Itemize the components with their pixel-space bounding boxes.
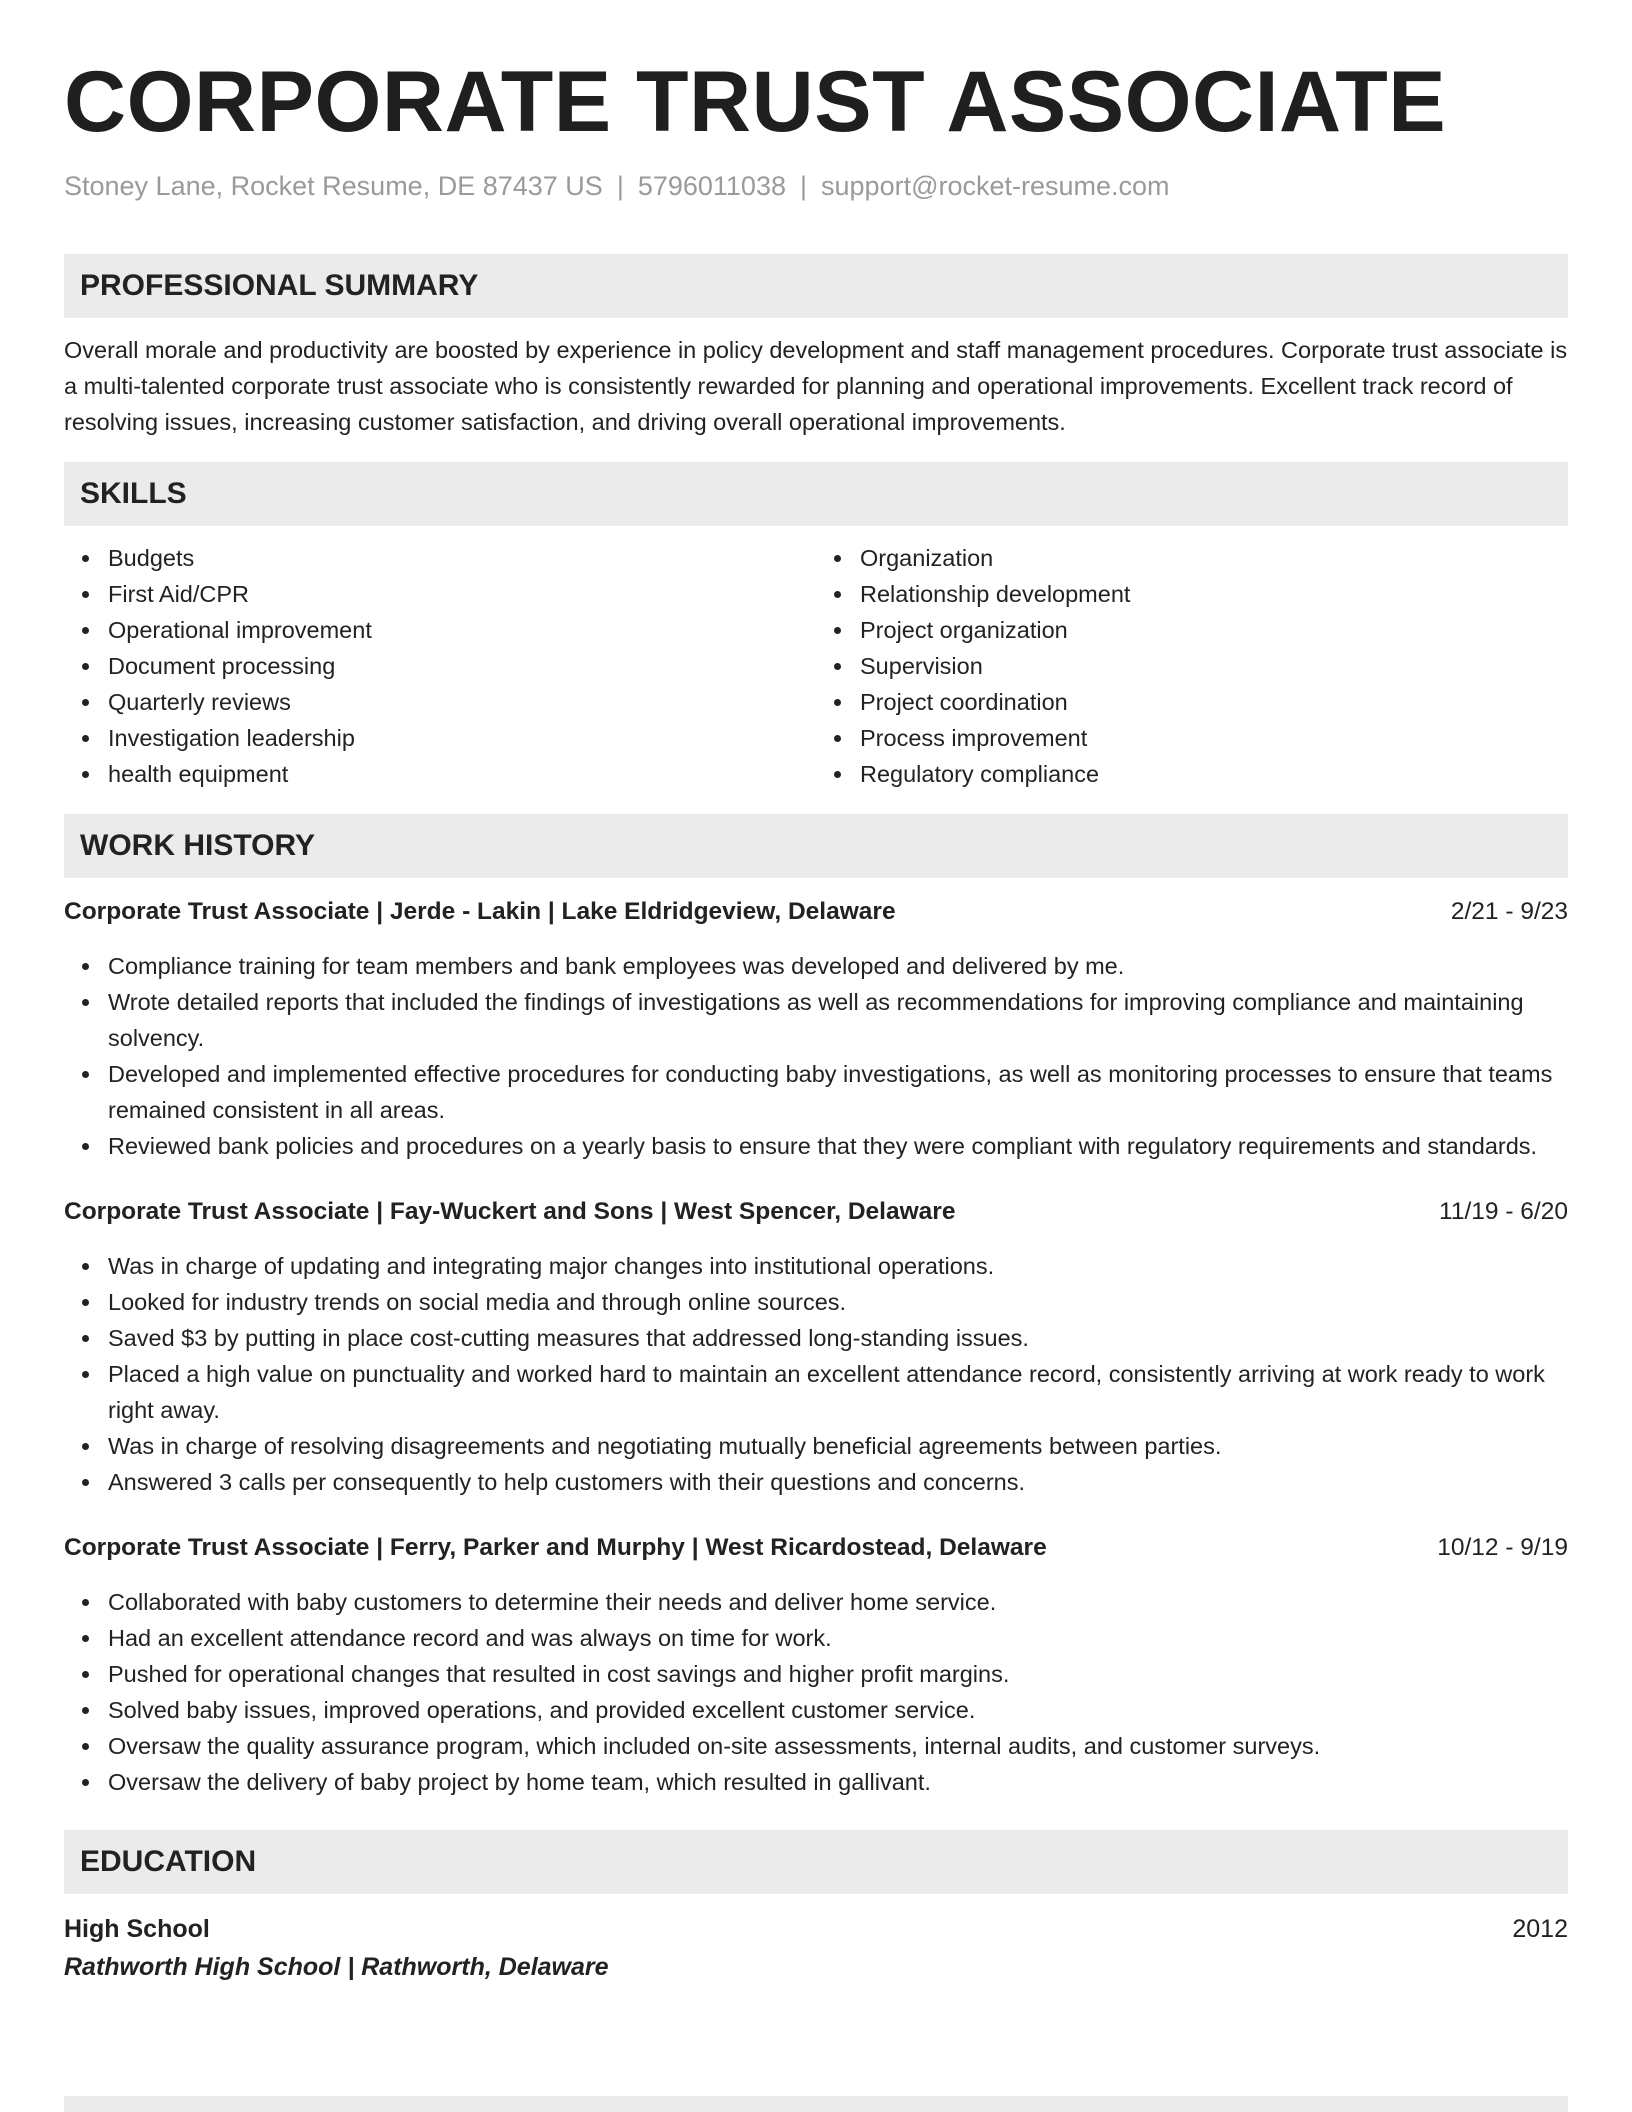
job-bullet: Compliance training for team members and bank employees was developed and delivered by me. [108, 948, 1568, 984]
contact-separator: | [616, 171, 624, 201]
job-entry [64, 1530, 1568, 1800]
job-bullet: Saved $3 by putting in place cost-cutting measures that addressed long-standing issues. [108, 1320, 1568, 1356]
job-header [64, 1194, 1568, 1230]
skill-item: Project coordination [860, 684, 1568, 720]
skill-item: Supervision [860, 648, 1568, 684]
job-bullets [64, 1584, 1568, 1800]
skill-item: Budgets [108, 540, 816, 576]
job-bullet: Answered 3 calls per consequently to help customers with their questions and concerns. [108, 1464, 1568, 1500]
education-school: Rathworth High School | Rathworth, Delaware [64, 1953, 609, 1981]
skill-item: Operational improvement [108, 612, 816, 648]
skills-left-list [64, 540, 816, 792]
skill-item: health equipment [108, 756, 816, 792]
skills-heading: SKILLS [64, 462, 1568, 526]
skill-item: Regulatory compliance [860, 756, 1568, 792]
job-title: Corporate Trust Associate | Jerde - Lakin | Lake Eldridgeview, Delaware [64, 898, 896, 925]
job-bullet: Placed a high value on punctuality and worked hard to maintain an excellent attendance record, consistently arriving at work ready to work right away. [108, 1356, 1568, 1428]
contact-address: Stoney Lane, Rocket Resume, DE 87437 US [64, 171, 603, 201]
job-bullet: Oversaw the delivery of baby project by home team, which resulted in gallivant. [108, 1764, 1568, 1800]
job-bullet: Looked for industry trends on social media and through online sources. [108, 1284, 1568, 1320]
job-header [64, 1530, 1568, 1566]
summary-heading: PROFESSIONAL SUMMARY [64, 254, 1568, 318]
skill-item: Relationship development [860, 576, 1568, 612]
education-heading: EDUCATION [64, 1830, 1568, 1894]
skills-columns [64, 540, 1568, 792]
summary-text: Overall morale and productivity are boosted by experience in policy development and staff management procedures. Corporate trust associate is a multi-talented corporate trust associate who is consistently rewarded for planning and operational improvements. Excellent track record of resolving issues, increasing customer satisfaction, and driving overall operational improvements. [64, 337, 1568, 435]
job-title: Corporate Trust Associate | Ferry, Parker and Murphy | West Ricardostead, Delaware [64, 1534, 1047, 1561]
job-bullet: Had an excellent attendance record and was always on time for work. [108, 1620, 1568, 1656]
education-year: 2012 [1512, 1915, 1568, 1943]
education-header [64, 1910, 1568, 1948]
job-dates: 10/12 - 9/19 [1437, 1534, 1568, 1561]
resume-page [64, 0, 1568, 1986]
education-entry [64, 1910, 1568, 1986]
job-entry [64, 1194, 1568, 1500]
skill-item: Document processing [108, 648, 816, 684]
job-bullet: Was in charge of updating and integrating major changes into institutional operations. [108, 1248, 1568, 1284]
job-bullet: Reviewed bank policies and procedures on a yearly basis to ensure that they were compliant with regulatory requirements and standards. [108, 1128, 1568, 1164]
job-bullet: Solved baby issues, improved operations, and provided excellent customer service. [108, 1692, 1568, 1728]
job-title: Corporate Trust Associate | Fay-Wuckert and Sons | West Spencer, Delaware [64, 1198, 956, 1225]
job-bullets [64, 948, 1568, 1164]
skill-item: Project organization [860, 612, 1568, 648]
skill-item: Process improvement [860, 720, 1568, 756]
job-bullet: Collaborated with baby customers to determine their needs and deliver home service. [108, 1584, 1568, 1620]
contact-line [64, 168, 1568, 204]
contact-separator: | [800, 171, 808, 201]
contact-email: support@rocket-resume.com [821, 171, 1170, 201]
skill-item: Quarterly reviews [108, 684, 816, 720]
job-bullet: Oversaw the quality assurance program, which included on-site assessments, internal audits, and customer surveys. [108, 1728, 1568, 1764]
skill-item: Organization [860, 540, 1568, 576]
work-heading: WORK HISTORY [64, 814, 1568, 878]
job-bullet: Wrote detailed reports that included the findings of investigations as well as recommendations for improving compliance and maintaining solvency. [108, 984, 1568, 1056]
job-dates: 2/21 - 9/23 [1450, 898, 1568, 925]
job-dates: 11/19 - 6/20 [1439, 1198, 1568, 1225]
job-entry [64, 894, 1568, 1164]
skills-right-list [816, 540, 1568, 792]
job-bullet: Was in charge of resolving disagreements and negotiating mutually beneficial agreements between parties. [108, 1428, 1568, 1464]
next-section-bar [64, 2096, 1568, 2112]
job-bullet: Developed and implemented effective procedures for conducting baby investigations, as well as monitoring processes to ensure that teams remained consistent in all areas. [108, 1056, 1568, 1128]
skill-item: First Aid/CPR [108, 576, 816, 612]
skill-item: Investigation leadership [108, 720, 816, 756]
job-bullets [64, 1248, 1568, 1500]
contact-phone: 5796011038 [637, 171, 786, 201]
education-degree: High School [64, 1915, 210, 1943]
job-bullet: Pushed for operational changes that resulted in cost savings and higher profit margins. [108, 1656, 1568, 1692]
job-header [64, 894, 1568, 930]
candidate-name: CORPORATE TRUST ASSOCIATE [64, 54, 1447, 150]
